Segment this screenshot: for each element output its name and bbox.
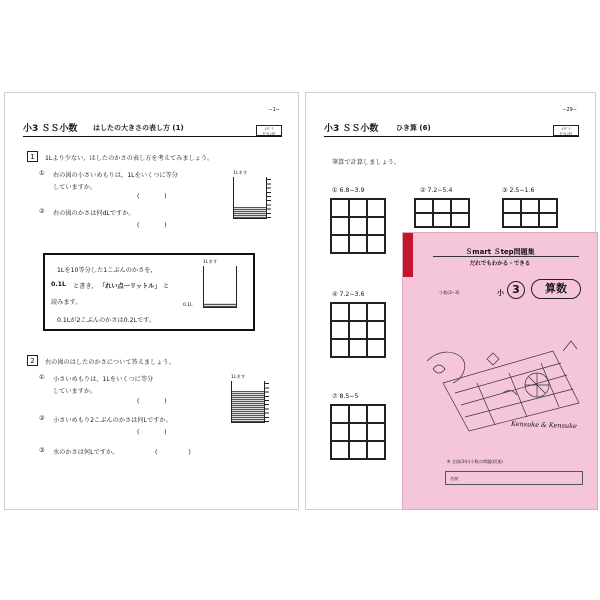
code-line-2: ﾀﾞﾁﾚﾝﾖｳ bbox=[559, 131, 573, 136]
code-line-1: ｺｸﾄﾞﾗ bbox=[264, 127, 274, 131]
math-doodle-icon bbox=[427, 341, 579, 431]
scale-ticks bbox=[265, 381, 269, 422]
header-rule bbox=[23, 136, 282, 137]
cup-marker-label: 0.1L bbox=[183, 303, 193, 308]
worksheet-page-left bbox=[4, 92, 299, 510]
page-number: −29− bbox=[562, 107, 577, 113]
problem-label bbox=[502, 187, 534, 194]
booklet-title: Ｓmart Ｓtep問題集 bbox=[465, 248, 535, 256]
answer-blank[interactable]: ( ) bbox=[137, 193, 167, 200]
water-fill bbox=[204, 303, 236, 307]
code-line-1: ｺｸﾄﾞﾗ bbox=[561, 127, 571, 131]
name-box[interactable] bbox=[445, 471, 583, 485]
water-fill bbox=[234, 207, 266, 218]
calculation-grid[interactable] bbox=[330, 302, 386, 358]
question-number: 1 bbox=[27, 151, 38, 162]
code-line-2: ﾀﾞﾁﾚﾝﾖｳ bbox=[262, 131, 276, 136]
measure-cup-icon bbox=[203, 266, 237, 308]
definition-text: と bbox=[163, 283, 170, 290]
page-subtitle: ひき算 (6) bbox=[396, 124, 431, 132]
problem-marker: ② bbox=[420, 187, 426, 194]
item-text: していますか。 bbox=[53, 184, 97, 191]
calculation-grid[interactable] bbox=[414, 198, 470, 228]
item-text: 右の図のかさは何dLですか。 bbox=[53, 210, 135, 217]
problem-label bbox=[420, 187, 452, 194]
worksheet-code bbox=[553, 125, 579, 136]
item-marker: ③ bbox=[39, 447, 45, 454]
item-text: していますか。 bbox=[53, 388, 97, 395]
scale-ticks bbox=[267, 177, 271, 218]
problem-expression: 2.5−1.6 bbox=[509, 187, 535, 194]
answer-blank[interactable]: ( ) bbox=[155, 449, 191, 456]
page-header bbox=[324, 107, 579, 136]
header-rule bbox=[324, 136, 579, 137]
problem-label bbox=[332, 291, 364, 298]
calculation-grid[interactable] bbox=[502, 198, 558, 228]
measure-cup-label: 1Lます bbox=[231, 375, 246, 380]
item-marker: ① bbox=[39, 170, 45, 177]
definition-example: 0.1Lが2こぶんのかさは0.2Lです。 bbox=[57, 317, 156, 324]
page-number: −1− bbox=[268, 107, 280, 113]
problem-marker: ⑦ bbox=[332, 393, 338, 400]
definition-reading: 「れい点一リットル」 bbox=[99, 283, 161, 290]
item-text: 小さいめもり2こぶんのかさは何Lですか。 bbox=[53, 417, 172, 424]
name-label: 名前 bbox=[450, 476, 459, 481]
definition-term: 0.1L bbox=[51, 281, 66, 288]
water-fill bbox=[232, 391, 264, 422]
measure-cup-icon bbox=[231, 381, 265, 423]
item-marker: ① bbox=[39, 374, 45, 381]
worksheet-code bbox=[256, 125, 282, 136]
subject-label: 算数 bbox=[531, 279, 581, 299]
definition-text: と書き， bbox=[73, 283, 98, 290]
problem-expression: 8.5−5 bbox=[339, 393, 359, 400]
measure-cup-label: 1Lます bbox=[233, 171, 248, 176]
page-header bbox=[23, 107, 282, 136]
definition-text: 読みます。 bbox=[51, 299, 82, 306]
booklet-subtitle: だれでもわかる・できる bbox=[469, 261, 531, 267]
calculation-grid[interactable] bbox=[330, 198, 386, 254]
calculation-grid[interactable] bbox=[330, 404, 386, 460]
problem-marker: ① bbox=[332, 187, 338, 194]
question-instruction: 1Lより少ない，はしたのかさの表し方を考えてみましょう。 bbox=[45, 155, 214, 162]
problem-label bbox=[332, 187, 364, 194]
measure-cup-icon bbox=[233, 177, 267, 219]
item-text: 小さいめもりは，1Lをいくつに等分 bbox=[53, 376, 154, 383]
page-subtitle: はしたの大きさの表し方 (1) bbox=[93, 124, 184, 132]
problem-marker: ③ bbox=[502, 187, 508, 194]
definition-box bbox=[43, 253, 255, 331]
cover-illustration bbox=[403, 233, 599, 511]
item-marker: ② bbox=[39, 208, 45, 215]
definition-text: 1Lを10等分した1こぶんのかさを， bbox=[57, 267, 157, 274]
page-title: 小3 ＳＳ小数 bbox=[324, 124, 379, 134]
grade-prefix: 小 bbox=[497, 289, 504, 297]
booklet-cover bbox=[402, 232, 598, 510]
question-number: 2 bbox=[27, 355, 38, 366]
grade-number: 3 bbox=[507, 281, 525, 299]
booklet-note: ※ 全国(3年)小数の問題(授業) bbox=[447, 459, 503, 464]
instruction-text: 筆算で計算しましょう。 bbox=[332, 159, 401, 166]
answer-blank[interactable]: ( ) bbox=[137, 398, 167, 405]
problem-expression: 7.2−3.6 bbox=[339, 291, 365, 298]
item-text: 右の図の小さいめもりは，1Lをいくつに等分 bbox=[53, 172, 178, 179]
booklet-unit: 小数(3−3) bbox=[439, 290, 460, 295]
problem-marker: ④ bbox=[332, 291, 338, 298]
question-instruction: 右の図のはしたのかさについて答えましょう。 bbox=[45, 359, 175, 366]
page-title: 小3 ＳＳ小数 bbox=[23, 124, 78, 134]
author-signature: Kensuke & Kensuke bbox=[510, 419, 578, 431]
measure-cup-label: 1Lます bbox=[203, 260, 218, 265]
item-text: 水のかさは何Lですか。 bbox=[53, 449, 119, 456]
problem-expression: 6.8−3.9 bbox=[339, 187, 365, 194]
answer-blank[interactable]: ( ) bbox=[137, 429, 167, 436]
answer-blank[interactable]: ( ) bbox=[137, 222, 167, 229]
item-marker: ② bbox=[39, 415, 45, 422]
problem-expression: 7.2−5.4 bbox=[427, 187, 453, 194]
problem-label bbox=[332, 393, 359, 400]
